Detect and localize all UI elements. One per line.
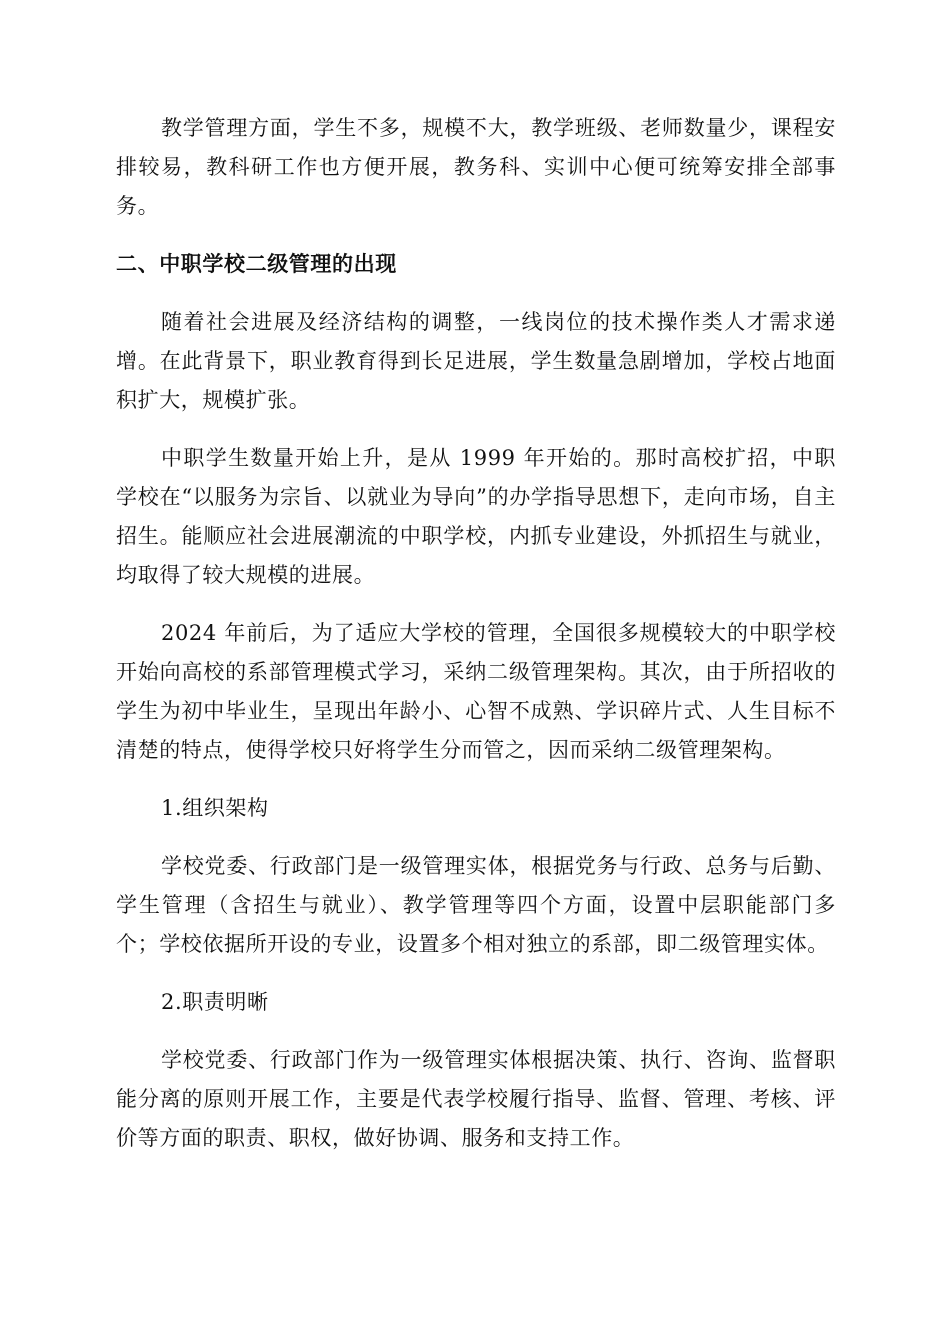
paragraph-organization: 学校党委、行政部门是一级管理实体，根据党务与行政、总务与后勤、学生管理（含招生与就业）、教学管理等四个方面，设置中层职能部门多个；学校依据所开设的专业，设置多个相对独立的系部，即二级管理实体。: [116, 854, 836, 956]
subheading-organization: 1.组织架构: [161, 796, 269, 820]
paragraph-responsibilities: 学校党委、行政部门作为一级管理实体根据决策、执行、咨询、监督职能分离的原则开展工作，主要是代表学校履行指导、监督、管理、考核、评价等方面的职责、职权，做好协调、服务和支持工作。: [116, 1048, 836, 1150]
paragraph-two-level-adoption: 2024 年前后，为了适应大学校的管理，全国很多规模较大的中职学校开始向高校的系部管理模式学习，采纳二级管理架构。其次，由于所招收的学生为初中毕业生，呈现出年龄小、心智不成熟、学识碎片式、人生目标不清楚的特点，使得学校只好将学生分而管之，因而采纳二级管理架构。: [116, 621, 836, 762]
document-body: [116, 109, 836, 1177]
section-heading-2: 二、中职学校二级管理的出现: [116, 252, 397, 276]
paragraph-social-development: 随着社会进展及经济结构的调整，一线岗位的技术操作类人才需求递增。在此背景下，职业教育得到长足进展，学生数量急剧增加，学校占地面积扩大，规模扩张。: [116, 310, 836, 412]
subheading-responsibilities: 2.职责明晰: [161, 990, 269, 1014]
paragraph-teaching-management: 教学管理方面，学生不多，规模不大，教学班级、老师数量少，课程安排较易，教科研工作也方便开展，教务科、实训中心便可统筹安排全部事务。: [116, 116, 836, 218]
paragraph-student-growth: 中职学生数量开始上升，是从 1999 年开始的。那时高校扩招，中职学校在“以服务为宗旨、以就业为导向”的办学指导思想下，走向市场，自主招生。能顺应社会进展潮流的中职学校，内抓专业建设，外抓招生与就业，均取得了较大规模的进展。: [116, 446, 836, 587]
